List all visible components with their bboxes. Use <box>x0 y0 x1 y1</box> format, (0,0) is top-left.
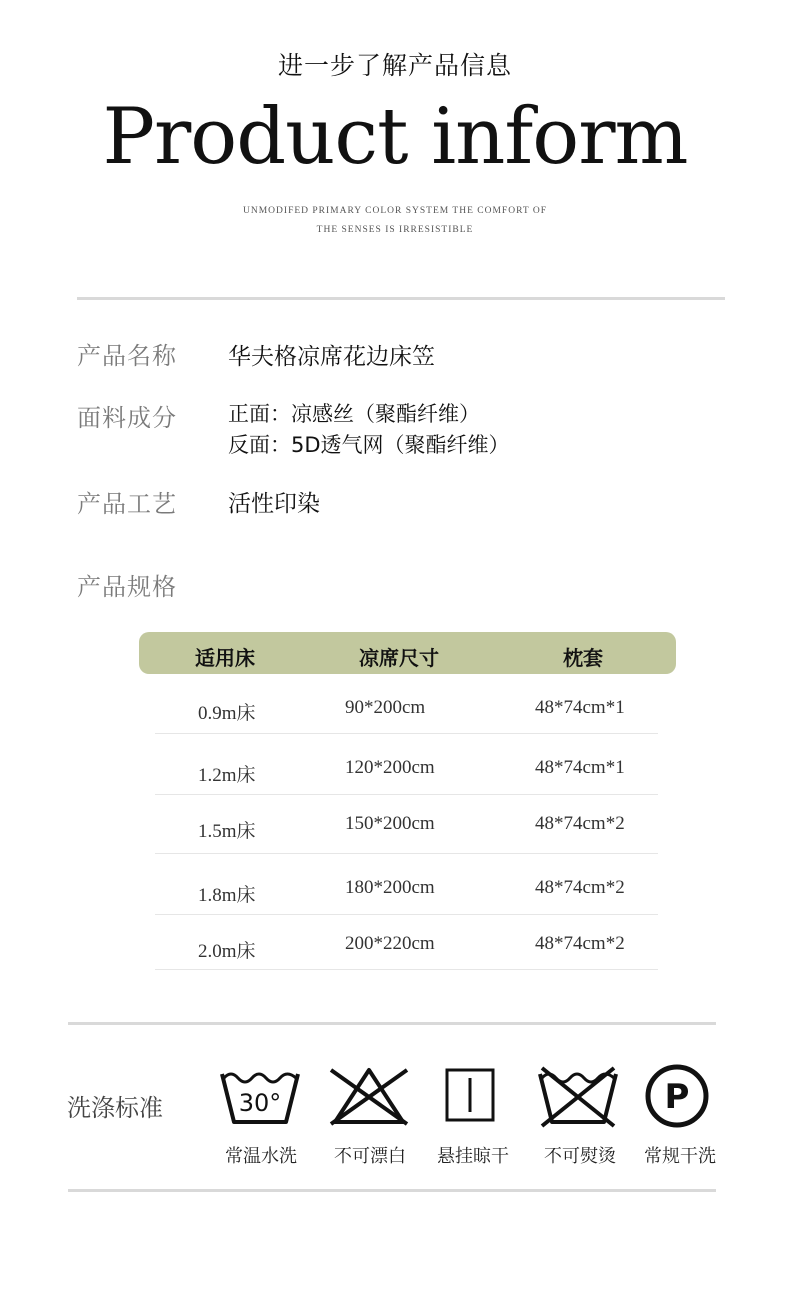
table-row-divider <box>155 733 658 734</box>
intro-heading: 进一步了解产品信息 <box>277 51 512 80</box>
care-label: 洗涤标准 <box>67 1094 163 1122</box>
no-iron-icon <box>536 1064 620 1128</box>
wash-temperature-text: 30° <box>238 1089 282 1117</box>
table-cell-pillowcase: 48*74cm*1 <box>535 697 625 718</box>
product-name-value: 华夫格凉席花边床笠 <box>228 344 435 370</box>
care-text-dry-clean: 常规干洗 <box>644 1146 716 1167</box>
table-cell-bed: 1.8m床 <box>198 885 256 906</box>
care-top-divider <box>68 1022 716 1025</box>
table-cell-pillowcase: 48*74cm*2 <box>535 933 625 954</box>
table-cell-bed: 1.2m床 <box>198 765 256 786</box>
table-row-divider <box>155 914 658 915</box>
no-bleach-icon <box>327 1064 411 1128</box>
table-row-divider <box>155 969 658 970</box>
fabric-front-value: 正面：凉感丝（聚酯纤维） <box>228 402 480 426</box>
table-row-divider <box>155 794 658 795</box>
table-header-pillowcase: 枕套 <box>563 646 603 670</box>
spec-label: 产品规格 <box>77 573 177 601</box>
table-cell-pillowcase: 48*74cm*1 <box>535 757 625 778</box>
fabric-back-value: 反面：5D透气网（聚酯纤维） <box>228 433 510 457</box>
craft-label: 产品工艺 <box>77 490 177 518</box>
table-cell-pillowcase: 48*74cm*2 <box>535 877 625 898</box>
table-row-divider <box>155 853 658 854</box>
dry-clean-letter: P <box>664 1077 690 1117</box>
table-cell-mat-size: 90*200cm <box>345 697 426 718</box>
care-text-hang-dry: 悬挂晾干 <box>437 1146 509 1167</box>
care-text-wash: 常温水洗 <box>225 1146 297 1167</box>
dry-clean-p-icon <box>635 1064 719 1128</box>
table-cell-bed: 1.5m床 <box>198 821 256 842</box>
table-cell-mat-size: 150*200cm <box>345 813 435 834</box>
table-header-mat-size: 凉席尺寸 <box>359 646 439 670</box>
fabric-label: 面料成分 <box>77 404 177 432</box>
wash-30-icon <box>218 1064 302 1128</box>
table-cell-mat-size: 120*200cm <box>345 757 435 778</box>
table-cell-pillowcase: 48*74cm*2 <box>535 813 625 834</box>
care-text-no-bleach: 不可漂白 <box>334 1146 406 1167</box>
care-bottom-divider <box>68 1189 716 1192</box>
table-header-bed: 适用床 <box>195 646 255 670</box>
hang-dry-icon <box>428 1064 512 1128</box>
tagline-line1: UNMODIFED PRIMARY COLOR SYSTEM THE COMFORT OF <box>243 206 547 216</box>
product-name-label: 产品名称 <box>77 342 177 370</box>
table-cell-mat-size: 200*220cm <box>345 933 435 954</box>
table-cell-mat-size: 180*200cm <box>345 877 435 898</box>
page-title: Product inform <box>102 92 688 182</box>
craft-value: 活性印染 <box>228 491 320 517</box>
care-text-no-iron: 不可熨烫 <box>544 1146 616 1167</box>
table-cell-bed: 2.0m床 <box>198 941 256 962</box>
table-cell-bed: 0.9m床 <box>198 703 256 724</box>
top-divider <box>77 297 725 300</box>
tagline-line2: THE SENSES IS IRRESISTIBLE <box>316 225 474 235</box>
